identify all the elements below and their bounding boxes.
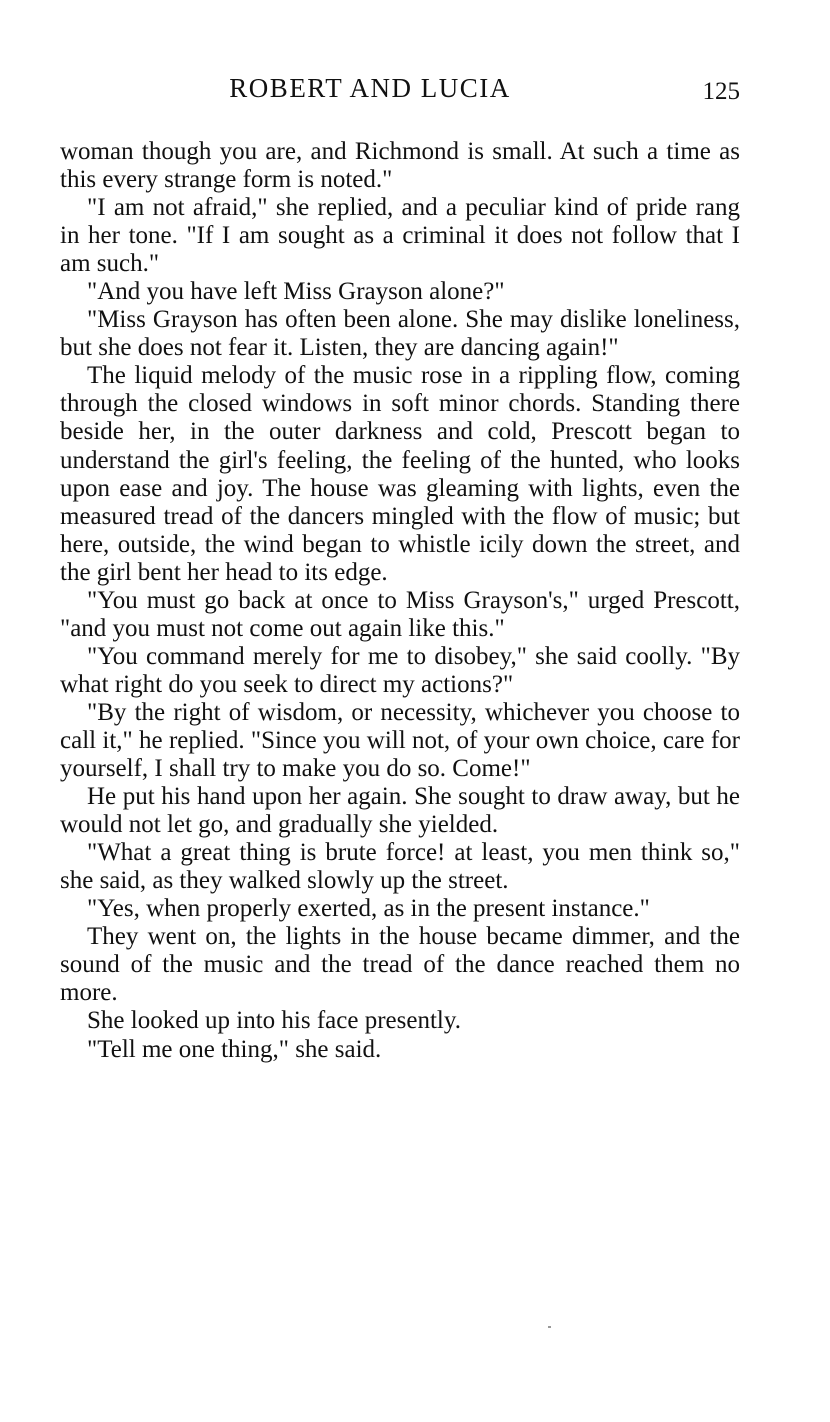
paragraph: She looked up into his face presently.	[87, 1007, 461, 1035]
paragraph: "Yes, when properly exerted, as in the present instance."	[87, 895, 650, 923]
paragraph: "Tell me one thing," she said.	[87, 1035, 382, 1063]
paragraph: "By the right of wisdom, or necessity, whichever you choose to call it," he replied. "Since you will not, of your own choice, care for yourself, I shall try to make you do so. Come!"	[60, 698, 740, 783]
paragraph: "You command merely for me to disobey," she said coolly. "By what right do you seek to direct my actions?"	[60, 642, 740, 698]
paragraph: woman though you are, and Richmond is small. At such a time as this every strange form is noted."	[60, 138, 740, 194]
paragraph: The liquid melody of the music rose in a rippling flow, coming through the closed windows in soft minor chords. Standing there beside her, in the outer darkness and cold, Prescott began to understand the girl's feeling, the feeling of the hunted, who looks upon ease and joy. The house was gleaming with lights, even the measured tread of the dancers mingled with the flow of music; but here, outside, the wind began to whistle icily down the street, and the girl bent her head to its edge.	[60, 362, 740, 586]
paragraph: They went on, the lights in the house became dimmer, and the sound of the music and the tread of the dance reached them no more.	[60, 923, 740, 1007]
paragraph: He put his hand upon her again. She sought to draw away, but he would not let go, and gradually she yielded.	[60, 783, 740, 839]
page-number: 125	[702, 78, 740, 105]
running-head	[60, 70, 740, 110]
paragraph: "I am not afraid," she replied, and a peculiar kind of pride rang in her tone. "If I am sought as a criminal it does not follow that I am such."	[60, 194, 740, 278]
paragraph: "And you have left Miss Grayson alone?"	[87, 278, 505, 306]
running-title: ROBERT AND LUCIA	[229, 73, 511, 103]
paragraph: "Miss Grayson has often been alone. She may dislike loneliness, but she does not fear it. Listen, they are dancing again!"	[60, 306, 740, 362]
paragraph: "You must go back at once to Miss Grayson's," urged Prescott, "and you must not come out again like this."	[60, 586, 740, 642]
paragraph: "What a great thing is brute force! at least, you men think so," she said, as they walked slowly up the street.	[60, 839, 740, 895]
body-text	[60, 138, 740, 1064]
print-speck	[548, 1326, 551, 1328]
